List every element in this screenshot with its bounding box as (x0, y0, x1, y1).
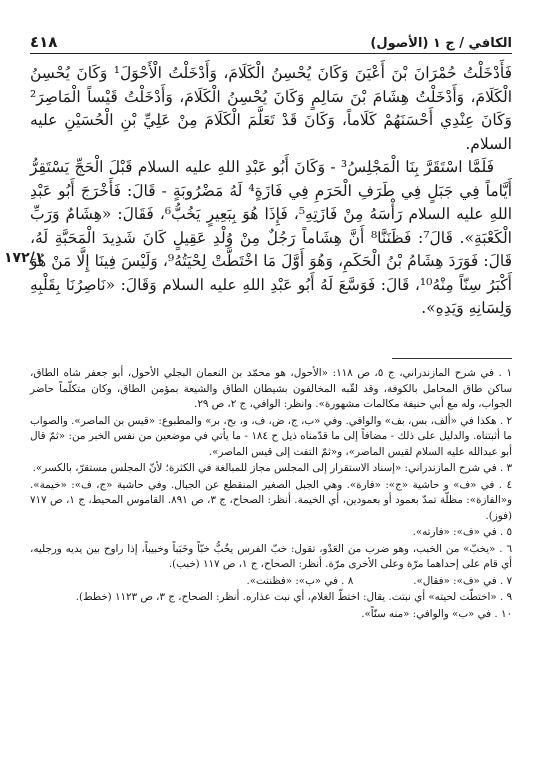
footnote-2: ٢ . هكذا في «ألف، بس، بف» والوافي. وفي «ب، ج، ض، ف، و، بح، بر» والمطبوع: «قيس بن الماصر». والصواب ما أثبتناه. والدليل على ذلك - مضافاً إلى ما قدّمناه ذيل ح ١٨٤ - ما يأتي في موضعين من نفس الخبر من: «ثمّ قال أبو عبدالله عليه السلام لقيس الماصر»، و«ثمّ التفت إلى قيس الماصر». (30, 414, 512, 458)
paragraph-2: فَلَمَّا اسْتَقَرَّ بِنَا الْمَجْلِسُ³ - وَكَانَ أَبُو عَبْدِ اللهِ عليه السلام قَبْلَ الْحَجِّ يَسْتَقِرُّ أَيَّاماً فِي جَبَلٍ فِي طَرَفِ الْحَرَمِ فِي فَازَةٍ⁴ لَهُ مَضْرُوبَةٍ - قَالَ: فَأَخْرَجَ أَبُو عَبْدِ اللهِ عليه السلام رَأْسَهُ مِنْ فَازَتِهِ⁵، فَإِذَا هُوَ بِبَعِيرٍ يَخُبُّ⁶، فَقَالَ: «هِشَامٌ وَرَبِّ الْكَعْبَةِ». قَالَ⁷: فَظَنَنَّا⁸ أَنَّ هِشَاماً رَجُلٌ مِنْ وُلْدِ عَقِيلٍ كَانَ شَدِيدَ الْمَحَبَّةِ لَهُ، قَالَ: فَوَرَدَ هِشَامُ بْنُ الْحَكَمِ، وَهُوَ أَوَّلَ مَا اخْتَطَّتْ لِحْيَتُهُ⁹، وَلَيْسَ فِينَا إِلَّا مَنْ هُوَ أَكْبَرُ سِنّاً مِنْهُ¹⁰، قَالَ: فَوَسَّعَ لَهُ أَبُو عَبْدِ اللهِ عليه السلام وَقَالَ: «نَاصِرُنَا بِقَلْبِهِ وَلِسَانِهِ وَيَدِهِ». (30, 158, 512, 317)
page-number: ٤١٨ (30, 33, 58, 51)
footnote-10: ١٠ . في «ب» والوافي: «منه سنّاً». (361, 607, 512, 620)
running-title: الكافي / ج ١ (الأصول) (370, 36, 512, 51)
footnote-1: ١ . في شرح المازندراني، ج ٥، ص ١١٨: «الأحول، هو محمّد بن النعمان البجلي الأحول، أبو جعفر شاه الطاق، ساكن طاق المحامل بالكوفة، وقد لقّبه المخالفون بشيطان الطاق والشيعة بمؤمن الطاق، وكان متكلّماً حاضر الجواب، وله مع أبي حنيفة مكالمات مشهورة». وانظر: الوافي، ج ٢، ص ٢٩. (30, 367, 512, 410)
footnote-5: ٥ . في «ف»: «فارته». (412, 526, 512, 538)
footnote-separator (392, 358, 512, 359)
main-text (30, 62, 512, 321)
hadith-margin-number: ١٧٢/١ (4, 250, 44, 266)
footnote-9: ٩ . «اختطّت لحيته» أي نبتت. يقال: اختطّ الغلام، أي نبت عذاره. أنظر: الصحاح، ج ٣، ص ١١٢٣ (خطط). (75, 591, 512, 603)
footnote-4: ٤ . في «ف» و حاشية «ج»: «فارة». وهي الجبل الصغير المنقطع عن الجبال. وفي حاشية «ج، ف»: «خيمة». و«الفازة»: مظلّة تمدّ بعمود أو بعمودين، أي الخيمة. أنظر: الصحاح، ج ٣، ص ٨٩١. القاموس المحيط، ج ١، ص ٧١٧ (فوز). (30, 478, 512, 522)
footnotes (30, 366, 512, 623)
footnote-7: ٧ . في «ف»: «فقال». (413, 574, 512, 587)
page-header (30, 30, 512, 54)
footnote-8: ٨ . في «ب»: «فظننت». (246, 574, 354, 587)
paragraph-1: فَأَدْخَلْتُ حُمْرَانَ بْنَ أَعْيَنَ وَكَانَ يُحْسِنُ الْكَلَامَ، وَأَدْخَلْتُ الْأَحْوَلَ¹ وَكَانَ يُحْسِنُ الْكَلَامَ، وَأَدْخَلْتُ هِشَامَ بْنَ سَالِمٍ وَكَانَ يُحْسِنُ الْكَلَامَ، وَأَدْخَلْتُ قَيْساً الْمَاصِرَ² وَكَانَ عِنْدِي أَحْسَنَهُمْ كَلَاماً، وَكَانَ قَدْ تَعَلَّمَ الْكَلَامَ مِنْ عَلِيِّ بْنِ الْحُسَيْنِ عليه السلام. (30, 64, 512, 153)
footnote-row-7-8 (30, 574, 512, 590)
footnote-3: ٣ . في شرح المازندراني: «إسناد الاستقرار إلى المجلس مجاز للمبالغة في الكثرة؛ لأنّ المجلس مستقرّ، بالكسر». (32, 462, 512, 474)
footnote-6: ٦ . «يخبّ» من الخبب، وهو ضرب من العَدْو، تقول: خبّ الفرس يخُبُّ خبّاً وخَبَباً وخبيباً، إذا راوح بين يديه ورجليه، أي قام على إحداهما مرّة وعلى الأخرى مرّة. أنظر: الصحاح، ج ١، ص ١١٧ (خبب). (30, 542, 512, 570)
